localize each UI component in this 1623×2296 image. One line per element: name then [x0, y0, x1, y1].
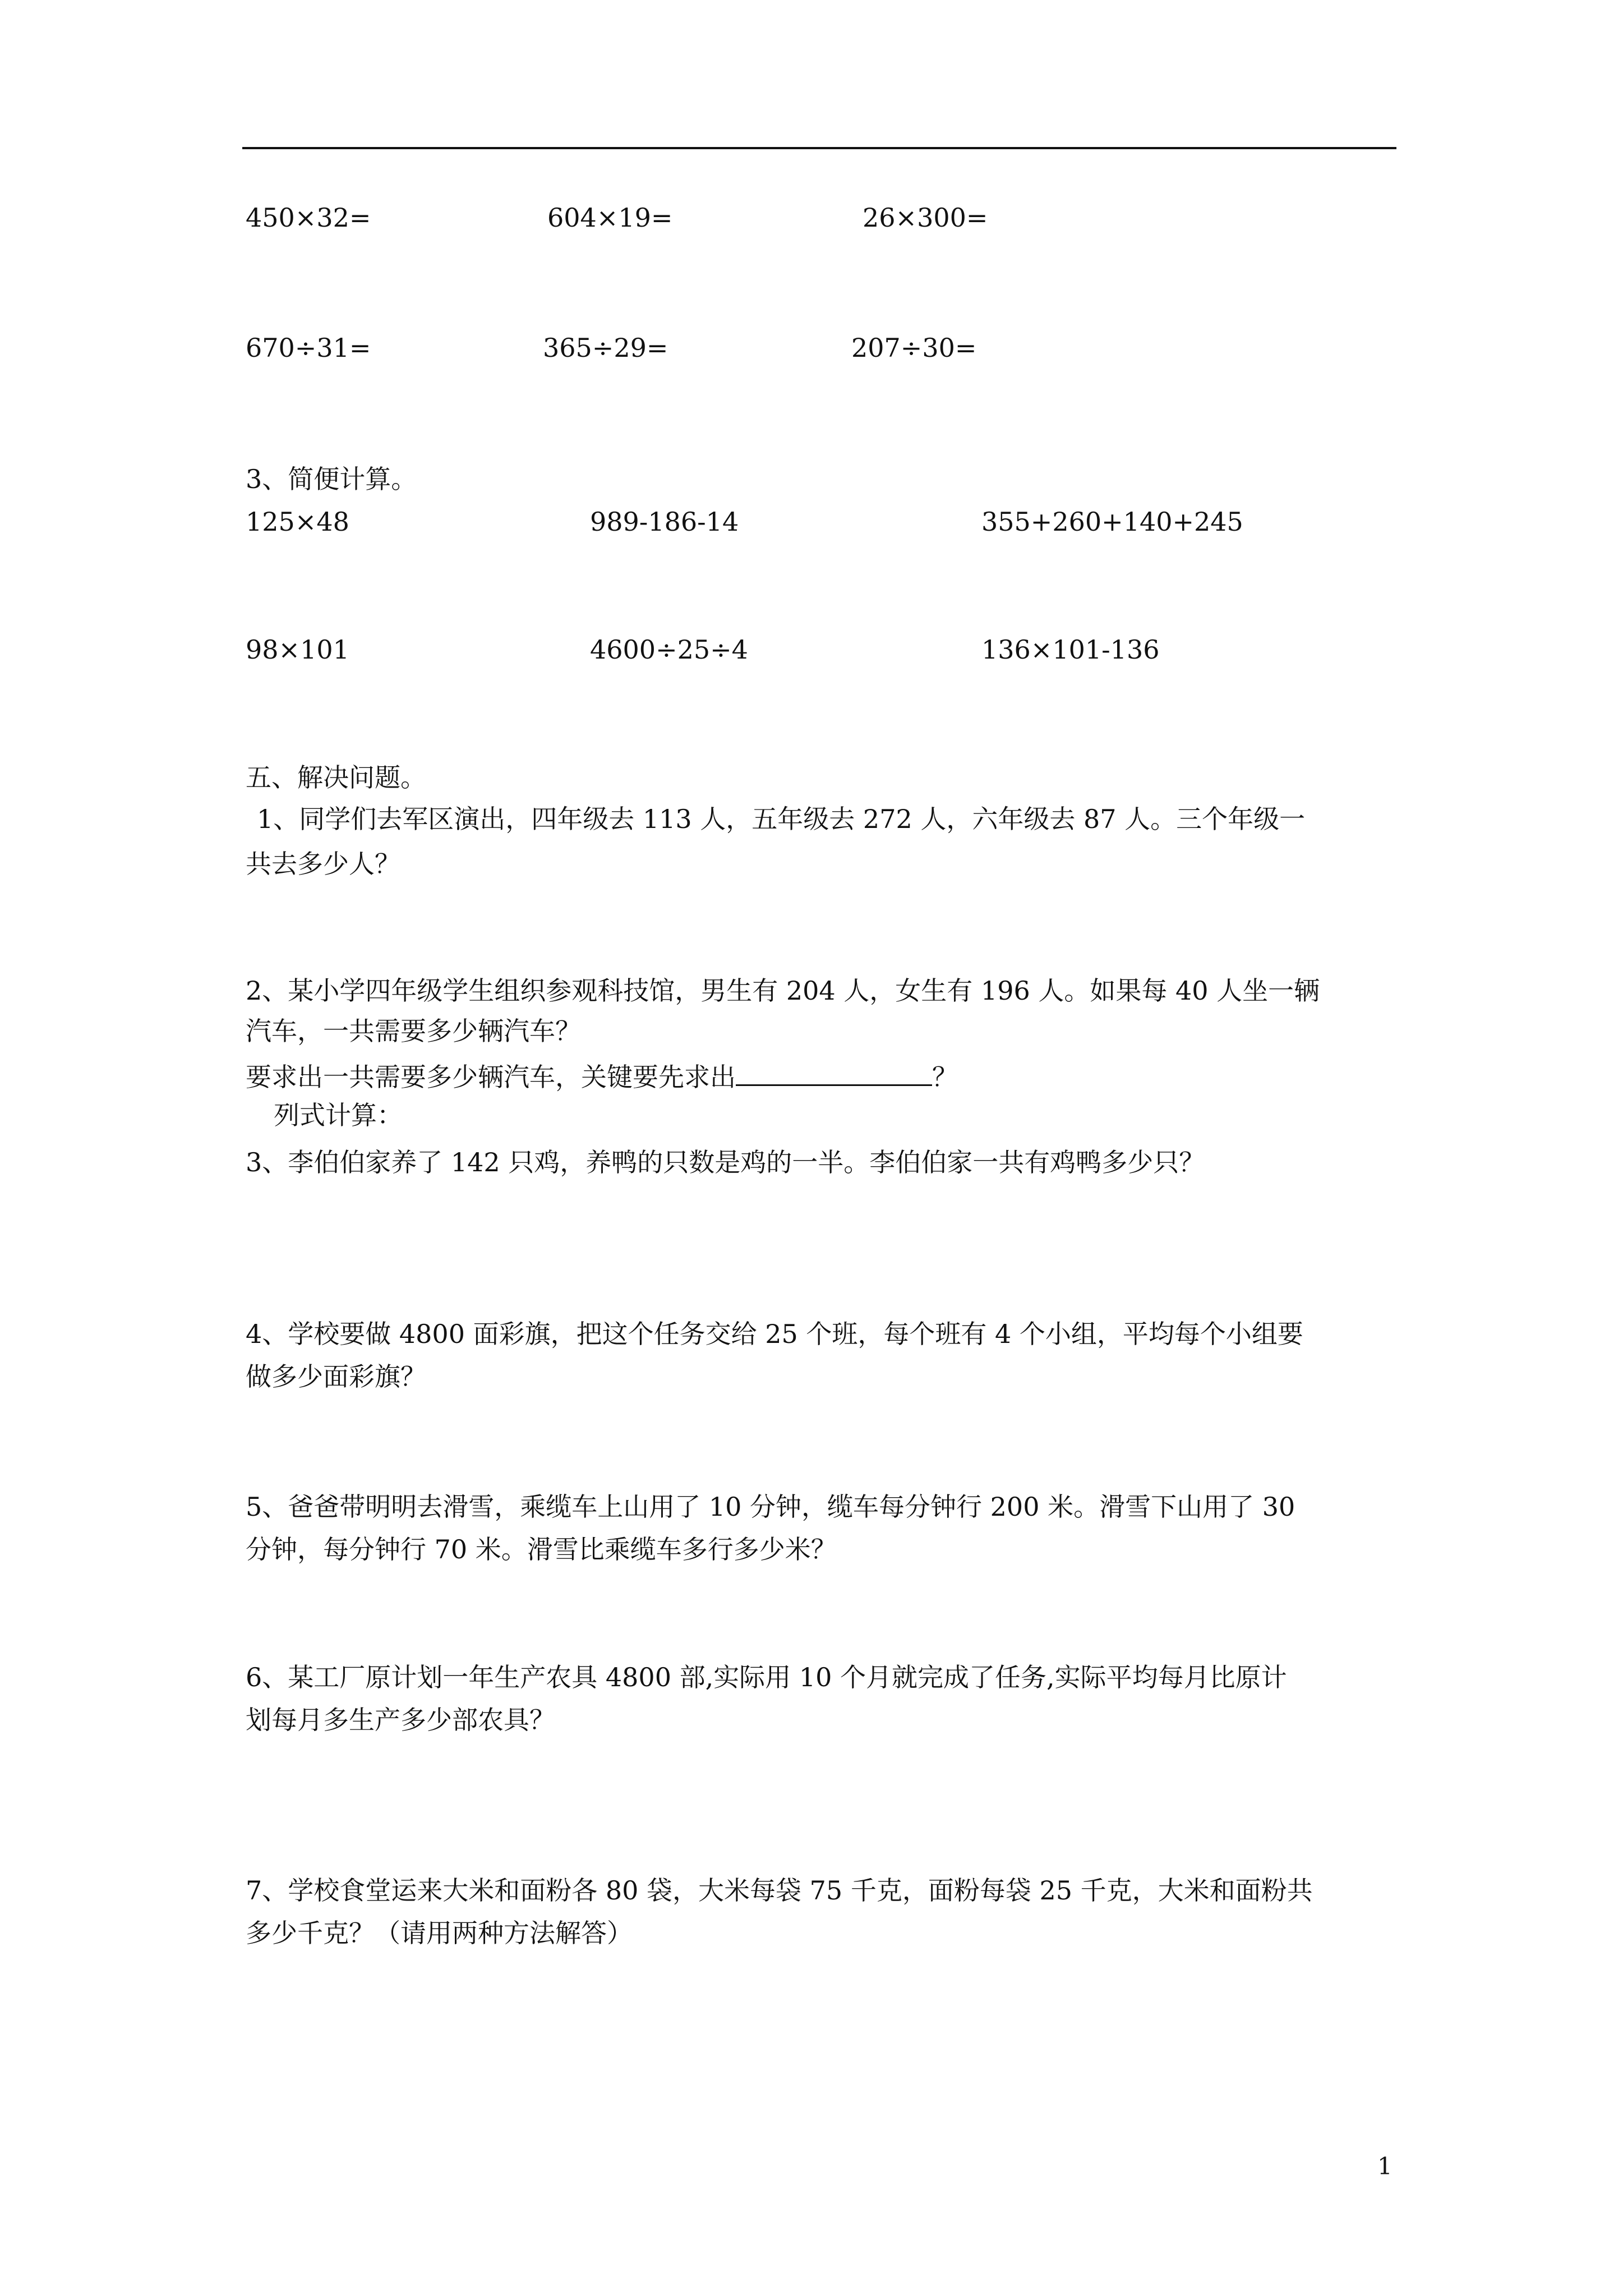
simple-calc-item: 125×48	[246, 507, 349, 537]
problem-2-line: 汽车，一共需要多少辆汽车？	[246, 1016, 581, 1046]
problem-1-line: 共去多少人？	[246, 849, 400, 879]
problem-5-line: 5、爸爸带明明去滑雪，乘缆车上山用了 10 分钟，缆车每分钟行 200 米。滑雪下山用了 30	[246, 1492, 1295, 1522]
formula-label: 列式计算：	[274, 1100, 403, 1130]
calc-item: 670÷31=	[246, 333, 371, 363]
header-rule	[242, 147, 1396, 149]
problem-7-line: 7、学校食堂运来大米和面粉各 80 袋，大米每袋 75 千克，面粉每袋 25 千克，大米和面粉共	[246, 1875, 1313, 1906]
problem-2-hint	[246, 1061, 958, 1093]
problem-6-line: 划每月多生产多少部农具？	[246, 1705, 555, 1735]
problem-2-line: 2、某小学四年级学生组织参观科技馆，男生有 204 人，女生有 196 人。如果每 40 人坐一辆	[246, 976, 1320, 1006]
simple-calc-item: 355+260+140+245	[981, 507, 1243, 537]
problem-3-line: 3、李伯伯家养了 142 只鸡，养鸭的只数是鸡的一半。李伯伯家一共有鸡鸭多少只？	[246, 1147, 1205, 1177]
page-number: 1	[1377, 2152, 1393, 2180]
problem-7-line: 多少千克？（请用两种方法解答）	[246, 1918, 633, 1948]
problem-2-hint-text: 要求出一共需要多少辆汽车，关键要先求出	[246, 1062, 736, 1092]
problem-1-line: 1、同学们去军区演出，四年级去 113 人，五年级去 272 人，六年级去 87 人。三个年级一	[257, 804, 1306, 834]
problem-4-line: 4、学校要做 4800 面彩旗，把这个任务交给 25 个班，每个班有 4 个小组，平均每个小组要	[246, 1319, 1303, 1349]
answer-blank[interactable]	[736, 1062, 932, 1086]
problem-2-hint-suffix: ？	[932, 1062, 958, 1092]
problem-5-line: 分钟，每分钟行 70 米。滑雪比乘缆车多行多少米？	[246, 1534, 837, 1565]
calc-item: 207÷30=	[851, 333, 977, 363]
problem-4-line: 做多少面彩旗？	[246, 1361, 426, 1392]
section-heading: 3、简便计算。	[246, 464, 417, 494]
problem-6-line: 6、某工厂原计划一年生产农具 4800 部,实际用 10 个月就完成了任务,实际平均每月比原计	[246, 1662, 1287, 1692]
simple-calc-item: 989-186-14	[590, 507, 739, 537]
calc-item: 365÷29=	[543, 333, 668, 363]
calc-item: 26×300=	[863, 203, 988, 233]
section-heading: 五、解决问题。	[246, 762, 426, 793]
simple-calc-item: 136×101-136	[981, 634, 1160, 665]
calc-item: 604×19=	[547, 203, 673, 233]
calc-item: 450×32=	[246, 203, 371, 233]
simple-calc-item: 98×101	[246, 634, 349, 665]
simple-calc-item: 4600÷25÷4	[590, 634, 748, 665]
